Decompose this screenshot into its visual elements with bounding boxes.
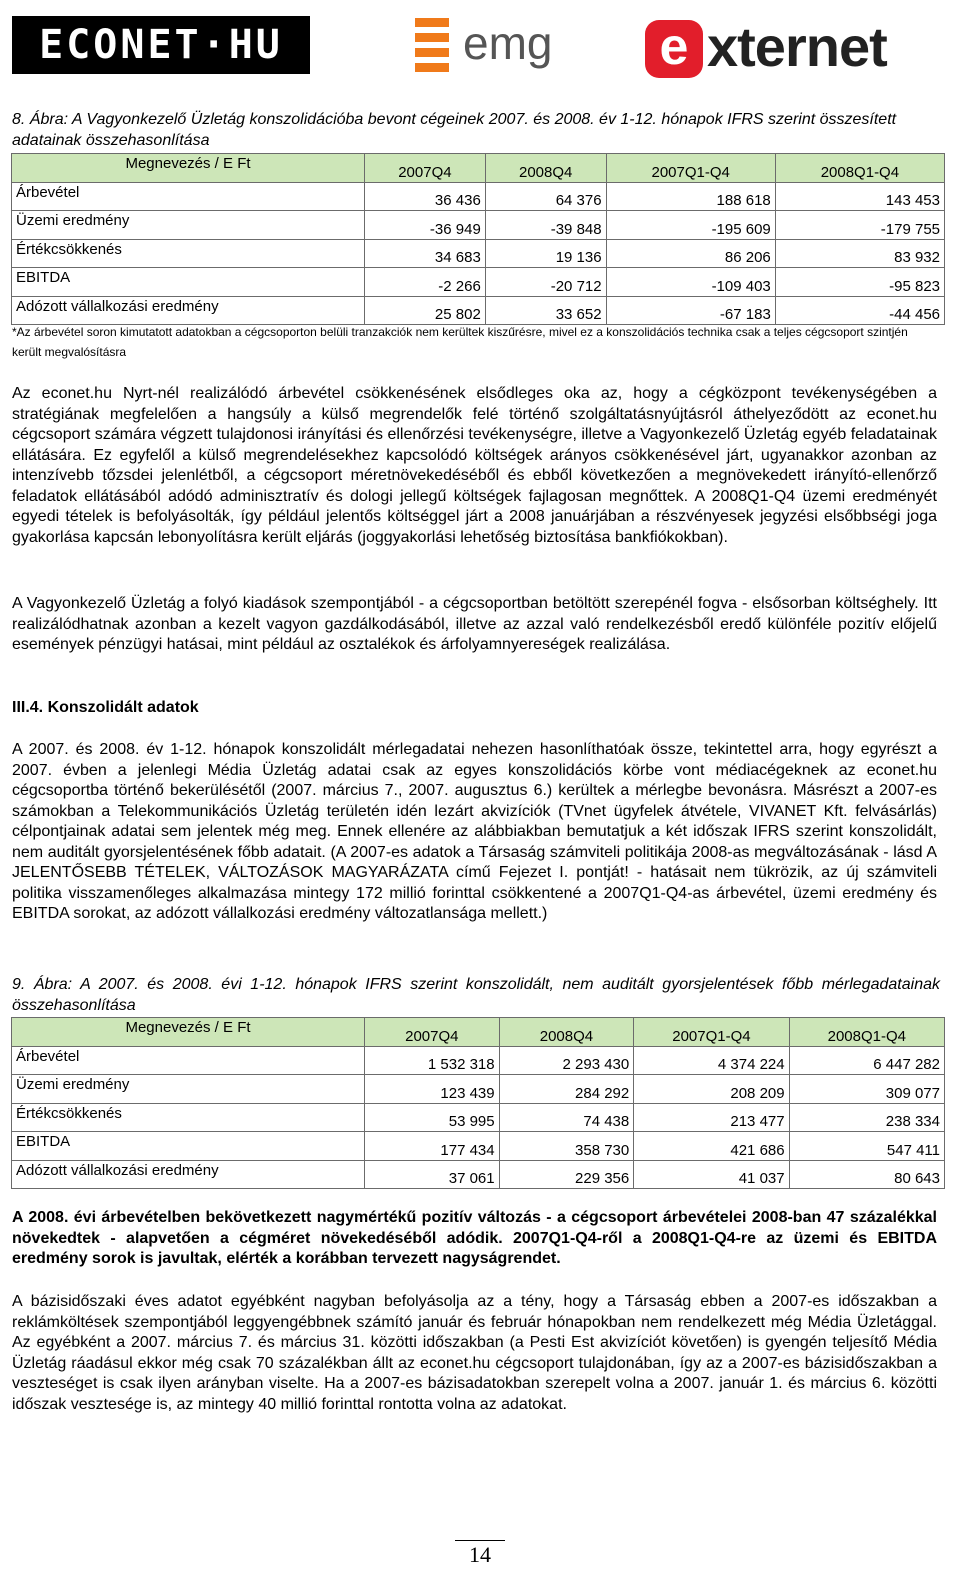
table-cell: 358 730	[499, 1132, 634, 1161]
table-cell: -95 823	[775, 268, 944, 297]
table-cell: 208 209	[634, 1075, 789, 1104]
table-header-cell: 2007Q1-Q4	[634, 1018, 789, 1047]
externet-logo: e xternet	[645, 14, 945, 82]
table-cell: 80 643	[789, 1160, 944, 1189]
table-header-cell: 2007Q4	[365, 1018, 500, 1047]
section-heading: III.4. Konszolidált adatok	[12, 699, 199, 716]
table-header-cell: 2008Q4	[499, 1018, 634, 1047]
table-cell: -20 712	[485, 268, 606, 297]
table-header-cell: 2008Q1-Q4	[775, 154, 944, 183]
table-header-cell: 2007Q4	[365, 154, 486, 183]
table-cell: 19 136	[485, 239, 606, 268]
table-cell: 41 037	[634, 1160, 789, 1189]
page-number: 14	[469, 1542, 491, 1567]
table-header-cell: Megnevezés / E Ft	[12, 1018, 365, 1047]
table-header-cell: Megnevezés / E Ft	[12, 154, 365, 183]
table-cell: 213 477	[634, 1103, 789, 1132]
figure-9-table	[11, 1017, 945, 1189]
row-label: EBITDA	[12, 1132, 365, 1161]
table-cell: 37 061	[365, 1160, 500, 1189]
table-row	[12, 1132, 945, 1161]
table-cell: 53 995	[365, 1103, 500, 1132]
paragraph: A 2007. és 2008. év 1-12. hónapok konszolidált mérlegadatai nehezen hasonlíthatóak össze, tekintettel arra, hogy egyrészt a 2007. évben a jelenlegi Média Üzletág adatai csak az egyes konszolidációs körbe vont médiacégeknek az econet.hu cégcsoportba történő bekerülésétől (2007. március 7., 2007. augusztus 6.) kerültek a mérlegbe bevonásra. Másrészt a 2007-es számokban a Telekommunikációs Üzletág területén idén lezárt akvizíciók (TVnet ügyfelek átvétele, VIVANET Kft. felvásárlás) célpontjainak adatai sem jelentek még meg. Ennek ellenére az alábbiakban bemutatjuk a két időszak IFRS szerint konszolidált, nem auditált gyorsjelentésének főbb adatait. (A 2007-es adatok a Társaság számviteli politikája 2008-as megváltozásának - lásd A JELENTŐSEBB TÉTELEK, VÁLTOZÁSOK MAGYARÁZATA című Fejezet I. pontját! - hatásait nem tükrözik, az új számviteli politika visszamenőleges alkalmazása mintegy 172 millió forinttal csökkentené a 2007Q1-Q4-as árbevétel, üzemi eredmény és EBITDA sorokat, az adózott vállalkozási eredmény változatlansága mellett.)	[12, 741, 937, 922]
table-cell: 1 532 318	[365, 1046, 500, 1075]
table-row	[12, 211, 945, 240]
table-cell: 229 356	[499, 1160, 634, 1189]
paragraph: A Vagyonkezelő Üzletág a folyó kiadások szempontjából - a cégcsoportban betöltött szerepénél fogva - elsősorban költséghely. Itt realizálódhatnak azonban a kezelt vagyon gazdálkodásából, illetve az azzal való rendelkezésből eredő különféle pozitív előjelű események pénzügyi hatásai, mint például az osztalékok és árfolyamnyereségek realizálása.	[12, 595, 937, 653]
table-cell: -109 403	[606, 268, 775, 297]
figure-8-caption: 8. Ábra: A Vagyonkezelő Üzletág konszolidációba bevont cégeinek 2007. és 2008. év 1-12. hónapok IFRS szerint összesített adatainak összehasonlítása	[12, 111, 897, 149]
table-row	[12, 1075, 945, 1104]
table-row	[12, 1160, 945, 1189]
table-row	[12, 296, 945, 325]
table-cell: 6 447 282	[789, 1046, 944, 1075]
table-header-cell: 2008Q1-Q4	[789, 1018, 944, 1047]
page-header	[0, 8, 960, 88]
table-cell: -36 949	[365, 211, 486, 240]
row-label: Értékcsökkenés	[12, 1103, 365, 1132]
row-label: Adózott vállalkozási eredmény	[12, 1160, 365, 1189]
row-label: Adózott vállalkozási eredmény	[12, 296, 365, 325]
table-row	[12, 239, 945, 268]
emg-bars-icon	[415, 18, 449, 74]
table-cell: 123 439	[365, 1075, 500, 1104]
table-cell: 25 802	[365, 296, 486, 325]
table-cell: -67 183	[606, 296, 775, 325]
table-cell: -179 755	[775, 211, 944, 240]
row-label: Árbevétel	[12, 1046, 365, 1075]
table-cell: 547 411	[789, 1132, 944, 1161]
table-cell: 33 652	[485, 296, 606, 325]
row-label: Üzemi eredmény	[12, 1075, 365, 1104]
table-header-row	[12, 154, 945, 183]
table-cell: 284 292	[499, 1075, 634, 1104]
paragraph-bold: A 2008. évi árbevételben bekövetkezett nagymértékű pozitív változás - a cégcsoport árbevételei 2008-ban 47 százalékkal növekedtek - alapvetően a cégméret növekedéséből adódik. 2007Q1-Q4-ről a 2008Q1-Q4-re az üzemi és EBITDA eredmény sorok is javultak, elérték a korábban tervezett nagyságrendet.	[12, 1209, 937, 1267]
table-cell: 143 453	[775, 182, 944, 211]
table-cell: 421 686	[634, 1132, 789, 1161]
table-cell: 188 618	[606, 182, 775, 211]
table-cell: 64 376	[485, 182, 606, 211]
table-cell: -2 266	[365, 268, 486, 297]
table-cell: -195 609	[606, 211, 775, 240]
table-cell: 34 683	[365, 239, 486, 268]
table-cell: 74 438	[499, 1103, 634, 1132]
table-header-cell: 2007Q1-Q4	[606, 154, 775, 183]
table-row	[12, 1103, 945, 1132]
table-header-row	[12, 1018, 945, 1047]
row-label: Üzemi eredmény	[12, 211, 365, 240]
table-cell: 2 293 430	[499, 1046, 634, 1075]
row-label: Értékcsökkenés	[12, 239, 365, 268]
econet-logo: ECONET·HU	[12, 16, 310, 74]
row-label: Árbevétel	[12, 182, 365, 211]
table-cell: -44 456	[775, 296, 944, 325]
figure-8-table	[11, 153, 945, 325]
table-row	[12, 1046, 945, 1075]
table-cell: 238 334	[789, 1103, 944, 1132]
table-row	[12, 182, 945, 211]
paragraph: Az econet.hu Nyrt-nél realizálódó árbevétel csökkenésének elsődleges oka az, hogy a cégközpont tevékenységében a stratégiának megfelelően a hangsúly a külső megrendelők felé történő szolgáltatásnyújtásról áthelyeződött az econet.hu cégcsoport számára végzett tulajdonosi irányítási és ellenőrzési tevékenységre, illetve a Vagyonkezelő Üzletág egyéb feladatainak ellátására. Ez egyfelől a külső megrendelésekhez kapcsolódó költségek arányos csökkenésével járt, ugyanakkor azonban az intenzívebb tőzsdei jelenlétből, a cégcsoport méretnövekedéséből és ebből következően a megnövekedett irányító-ellenőrző feladatok ellátásából adódó adminisztratív és dologi jellegű költségek fajlagosan megnőttek. A 2008Q1-Q4 üzemi eredményét egyedi tételek is befolyásolták, így például jelentős költséggel járt a 2008 januárjában a részvényesek jegyzési elsőbbségi joga gyakorlása kapcsán lebonyolításra került eljárás (joggyakorlási lehetőség biztosítása bankfiókokban).	[12, 385, 937, 546]
table-cell: -39 848	[485, 211, 606, 240]
table-cell: 86 206	[606, 239, 775, 268]
table-cell: 309 077	[789, 1075, 944, 1104]
table-cell: 177 434	[365, 1132, 500, 1161]
emg-logo: emg	[415, 14, 585, 78]
table-cell: 83 932	[775, 239, 944, 268]
table-row	[12, 268, 945, 297]
figure-9-caption: 9. Ábra: A 2007. és 2008. évi 1-12. hónapok IFRS szerint konszolidált, nem auditált gyorsjelentések főbb mérlegadatainak összehasonlítása	[12, 976, 940, 1014]
page-number-rule	[455, 1540, 505, 1541]
row-label: EBITDA	[12, 268, 365, 297]
table-cell: 36 436	[365, 182, 486, 211]
figure-8-note: *Az árbevétel soron kimutatott adatokban a cégcsoporton belüli tranzakciók nem kerültek kiszűrésre, mivel ez a konszolidációs technika csak a teljes cégcsoport szintjén került megvalósításra	[12, 325, 908, 359]
paragraph: A bázisidőszaki éves adatot egyébként nagyban befolyásolja az a tény, hogy a Társaság ebben a 2007-es időszakban a reklámköltések szempontjából leggyengébbnek számító január és február hónapokban nem rendelkezett még Média Üzletággal. Az egyébként a 2007. március 7. és március 31. közötti időszakban (a Pesti Est akvizíciót követően) is gyengén teljesítő Média Üzletág ráadásul ekkor még csak 70 százalékban állt az econet.hu cégcsoport tulajdonában, így az a 2007-es bázisidőszakban a veszteséget is csak ilyen arányban viselte. Ha a 2007-es bázisadatokban szerepelt volna a 2007. január 1. és március 6. közötti időszak vesztesége is, az mintegy 40 millió forinttal rontotta volna az adatokat.	[12, 1293, 937, 1413]
table-cell: 4 374 224	[634, 1046, 789, 1075]
table-header-cell: 2008Q4	[485, 154, 606, 183]
